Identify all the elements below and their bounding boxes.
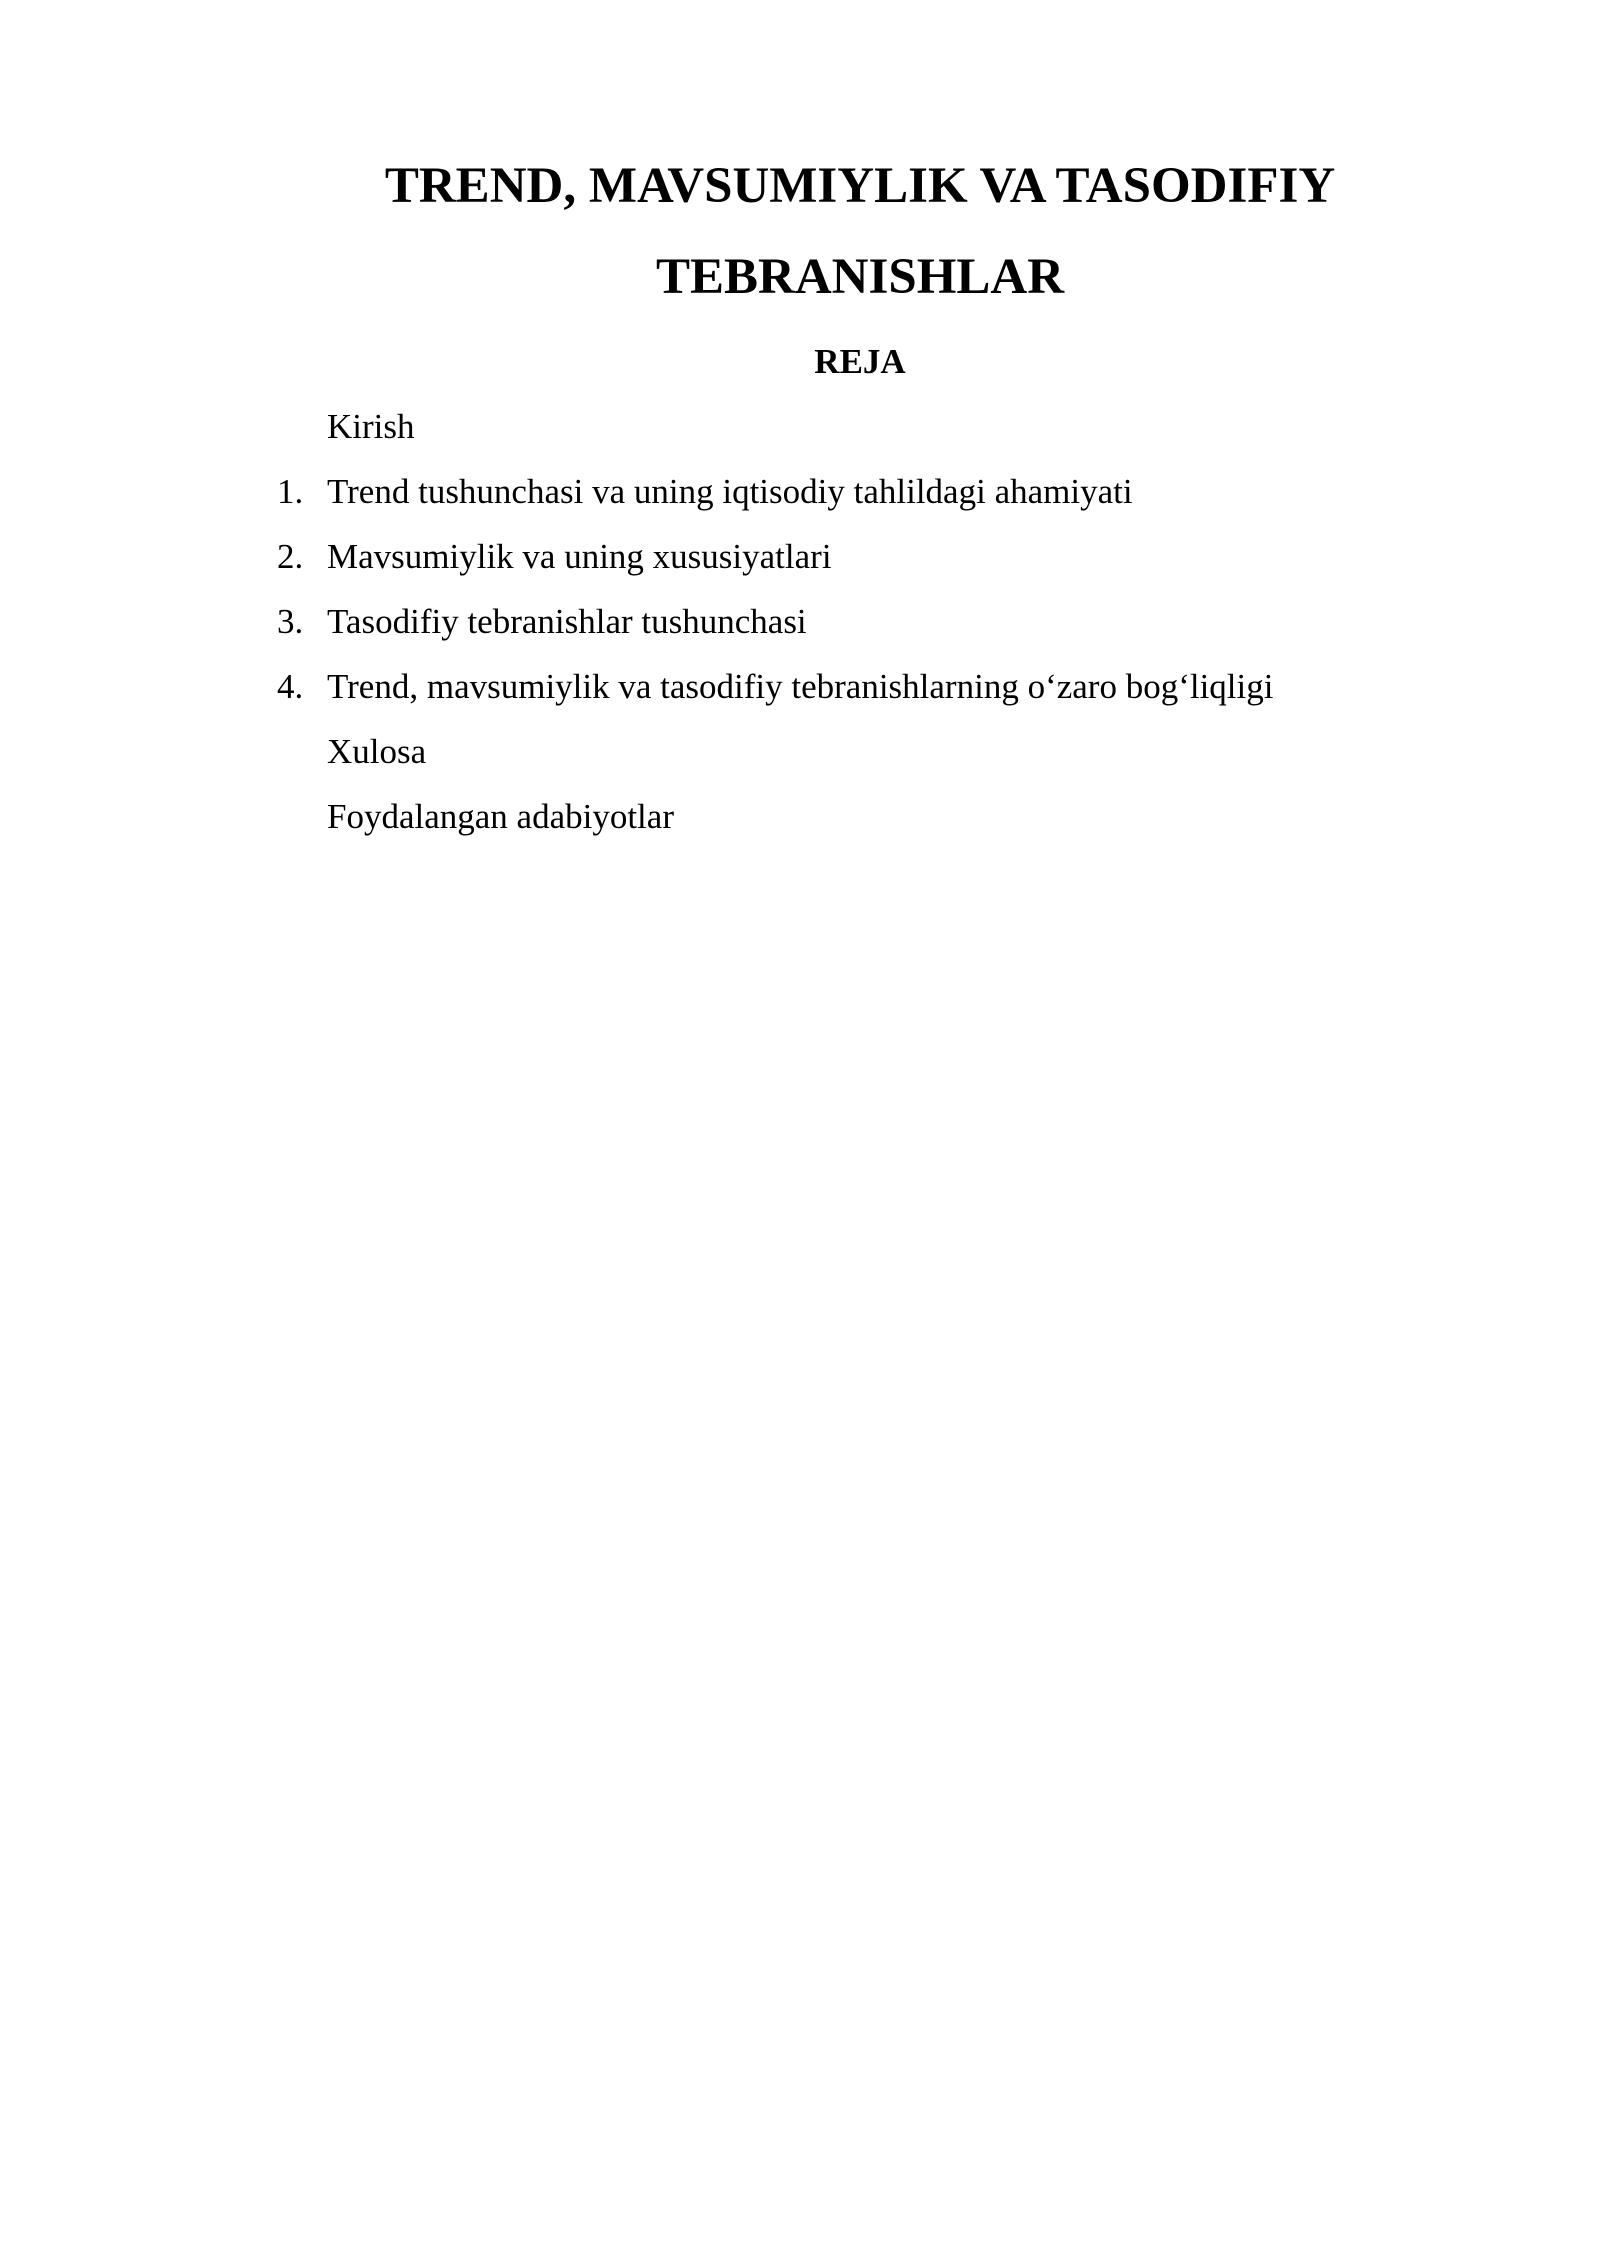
toc-item-text: Kirish: [327, 407, 415, 446]
table-of-contents: [0, 402, 1600, 857]
toc-item-4: [0, 662, 1600, 727]
toc-item-text: Trend, mavsumiylik va tasodifiy tebranishlarning o‘zaro bog‘liqligi: [327, 667, 1274, 706]
plan-heading: REJA: [814, 342, 906, 381]
toc-item-text: Trend tushunchasi va uning iqtisodiy tahlildagi ahamiyati: [327, 472, 1133, 511]
toc-item-number: 4.: [277, 667, 304, 706]
toc-item-1: [0, 467, 1600, 532]
toc-item-text: Xulosa: [327, 732, 427, 771]
toc-item-conclusion: [0, 727, 1600, 792]
document-title-line-2: TEBRANISHLAR: [655, 249, 1065, 305]
toc-item-text: Tasodifiy tebranishlar tushunchasi: [327, 602, 807, 641]
toc-item-2: [0, 532, 1600, 597]
toc-item-number: 2.: [277, 537, 304, 576]
toc-item-number: 1.: [277, 472, 304, 511]
toc-item-text: Mavsumiylik va uning xususiyatlari: [327, 537, 832, 576]
toc-item-3: [0, 597, 1600, 662]
toc-item-number: 3.: [277, 602, 304, 641]
document-title-line-1: TREND, MAVSUMIYLIK VA TASODIFIY: [384, 158, 1336, 214]
toc-item-text: Foydalangan adabiyotlar: [327, 797, 674, 836]
toc-item-introduction: [0, 402, 1600, 467]
toc-item-references: [0, 792, 1600, 857]
